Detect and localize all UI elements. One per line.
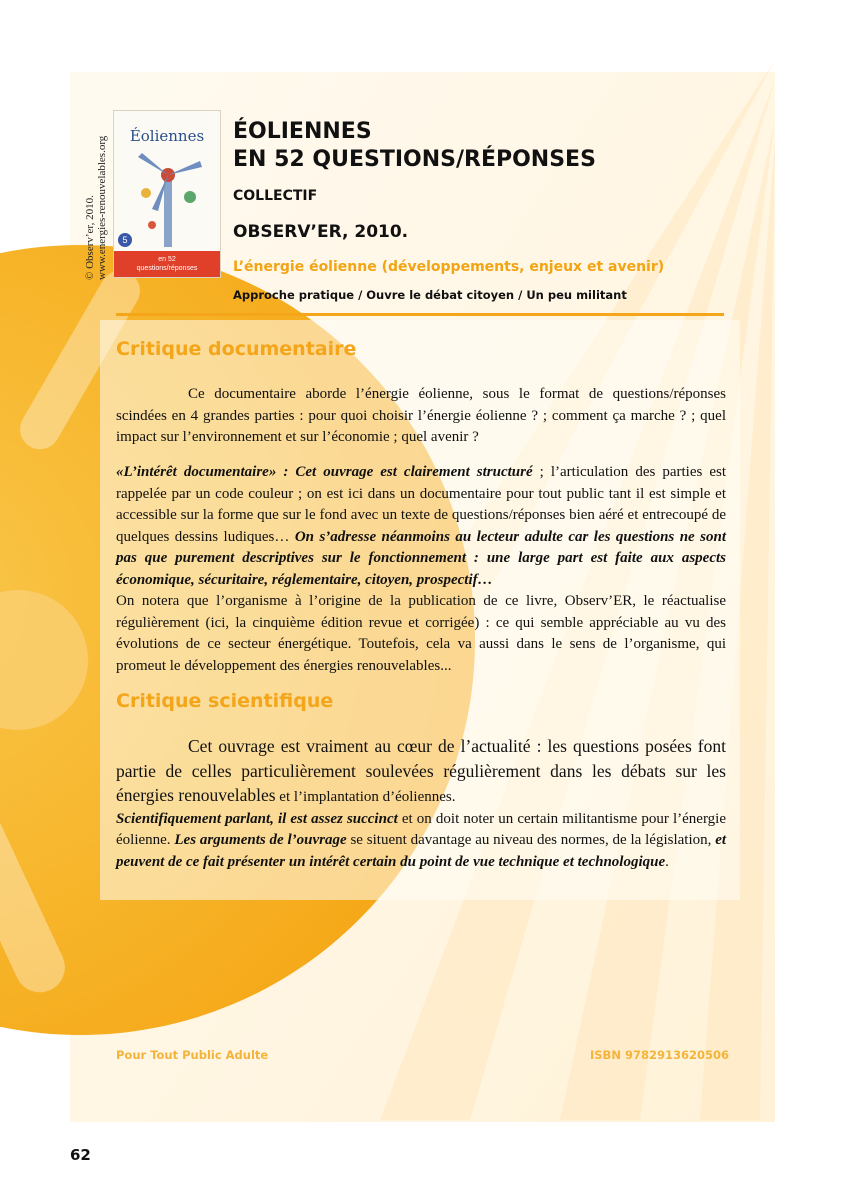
emphasis-text: Les arguments de l’ouvrage — [174, 832, 347, 848]
title-line: EN 52 QUESTIONS/RÉPONSES — [233, 147, 596, 172]
author: COLLECTIF — [233, 188, 318, 204]
paragraph — [116, 809, 726, 874]
title-line: ÉOLIENNES — [233, 119, 372, 144]
paragraph-text: et on doit noter un certain militantisme pour l’énergie éolienne. — [116, 810, 726, 848]
audience-label: Pour Tout Public Adulte — [116, 1048, 269, 1062]
paragraph-text-large: Cet ouvrage est vraiment au cœur de l’actualité : les questions posées font partie de celles particulièrement soulevées régulièrement dans les débats sur les énergies renouvelables — [116, 736, 726, 805]
paragraph-group — [116, 735, 726, 873]
section-title-critique-documentaire: Critique documentaire — [116, 338, 357, 360]
emphasis-text: «L’intérêt documentaire» : Cet ouvrage est clairement structuré — [116, 464, 533, 480]
copyright-vertical — [84, 115, 110, 280]
emphasis-text: On s’adresse néanmoins au lecteur adulte car les questions ne sont pas que purement descriptives sur le fonctionnement : une large part est faite aux aspects économique, sécuritaire, réglementaire, citoyen, prospectif… — [116, 528, 726, 588]
paragraph-text: ; l’articulation des parties est rappelée par un code couleur ; on est ici dans un documentaire pour tout public tant il est simple et accessible sur la forme que sur le fond avec un texte de questions/réponses bien aéré et entrecoupé de quelques dessins ludiques… — [116, 464, 726, 545]
wind-turbine-illustration-icon — [128, 147, 208, 247]
website-line: www.energies-renouvelables.org — [96, 135, 108, 280]
paragraph — [116, 384, 726, 449]
paragraph — [116, 735, 726, 809]
paragraph-text: se situent davantage au niveau des normes, de la législation, — [346, 832, 716, 848]
emphasis-text: Scientifiquement parlant, il est assez succinct — [116, 810, 398, 827]
tags: Approche pratique / Ouvre le débat citoyen / Un peu militant — [233, 288, 627, 302]
section-title-critique-scientifique: Critique scientifique — [116, 690, 334, 712]
cover-edition-badge: 5 — [118, 233, 132, 247]
page-number: 62 — [70, 1146, 91, 1164]
paragraph: On notera que l’organisme à l’origine de la publication de ce livre, Observ’ER, le réactualise régulièrement (ici, la cinquième édition revue et corrigée) : ce qui semble appréciable au vu des évolutions de ce secteur énergétique. Toutefois, cela va aussi dans le sens de l’organisme, qui promeut le développement des énergies renouvelables... — [116, 593, 726, 674]
emphasis-text: et peuvent de ce fait présenter un intérêt certain du point de vue technique et technologique — [116, 832, 727, 870]
book-title — [233, 118, 753, 174]
paragraph-group — [116, 462, 726, 677]
paragraph-text: et l’implantation d’éoliennes. — [275, 789, 456, 805]
cover-band-line: en 52 — [158, 256, 176, 263]
cover-band-line: questions/réponses — [136, 265, 198, 272]
cover-title: Éoliennes — [129, 127, 205, 145]
book-cover-image — [113, 110, 221, 278]
cover-band — [114, 251, 220, 277]
paragraph-text: Ce documentaire aborde l’énergie éolienne, sous le format de questions/réponses scindées en 4 grandes parties : pour quoi choisir l’énergie éolienne ? ; comment ça marche ? ; quel impact sur l’environnement et sur l’économie ; quel avenir ? — [116, 386, 726, 445]
paragraph — [116, 462, 726, 591]
isbn-label: ISBN 9782913620506 — [590, 1048, 729, 1062]
publisher: OBSERV’ER, 2010. — [233, 222, 409, 242]
copyright-line: © Observ’er, 2010. — [84, 195, 96, 280]
paragraph-text: . — [665, 853, 669, 870]
header-divider — [116, 313, 724, 316]
theme: L’énergie éolienne (développements, enjeux et avenir) — [233, 259, 665, 275]
